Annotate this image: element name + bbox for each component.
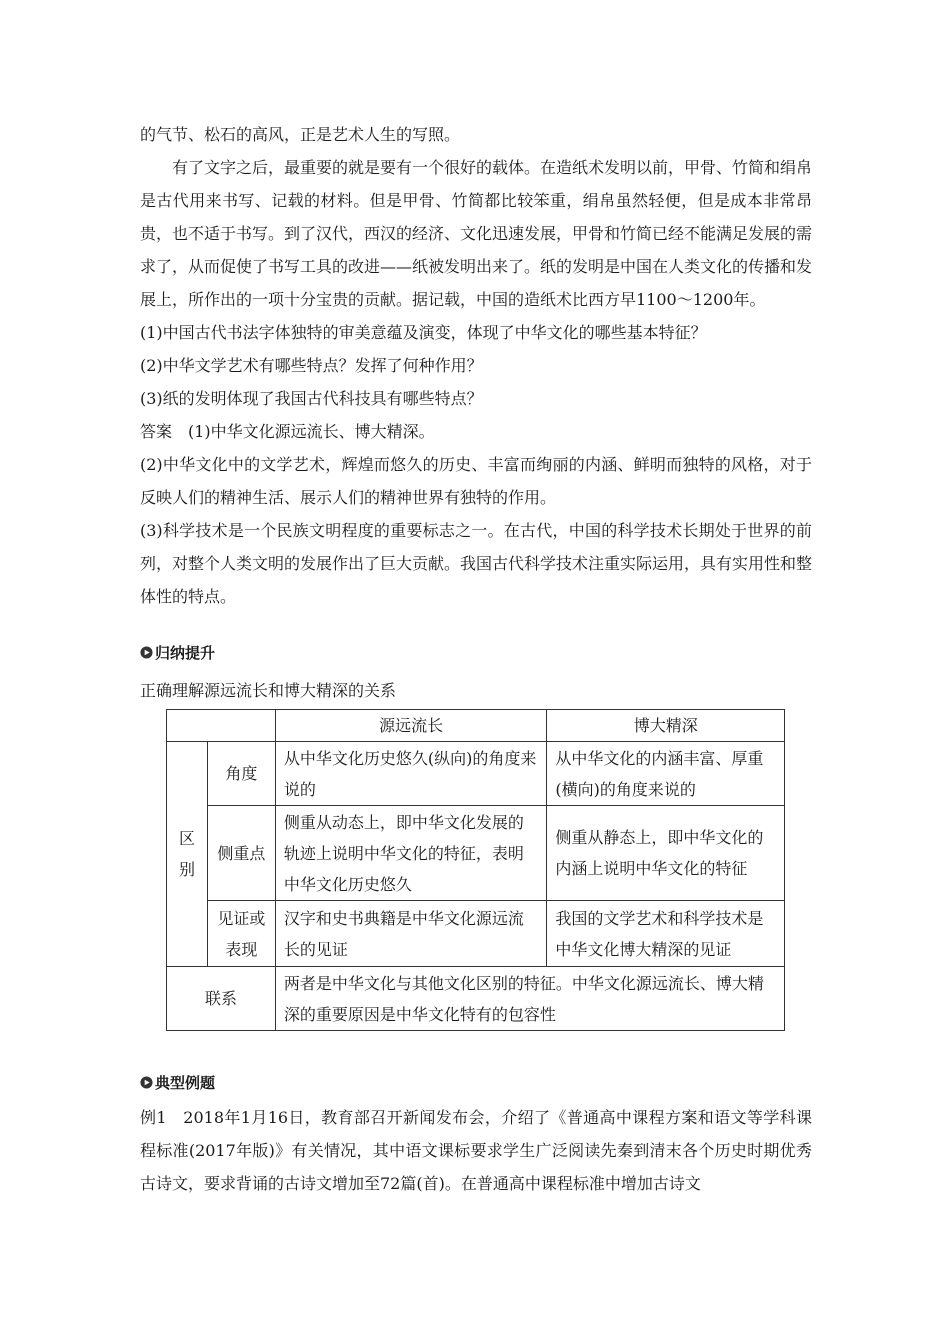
comparison-table (166, 709, 785, 1031)
answer-3: (3)科学技术是一个民族文明程度的重要标志之一。在古代，中国的科学技术长期处于世界的前列，对整个人类文明的发展作出了巨大贡献。我国古代科学技术注重实际运用，具有实用性和整体性的特点。 (140, 521, 813, 606)
table-row-label: 见证或表现 (207, 901, 275, 967)
answer-2: (2)中华文化中的文学艺术，辉煌而悠久的历史、丰富而绚丽的内涵、鲜明而独特的风格，对于反映人们的精神生活、展示人们的精神世界有独特的作用。 (140, 455, 812, 507)
table-row-label: 角度 (207, 742, 275, 806)
table-header-cell: 博大精深 (547, 710, 785, 742)
table-cell: 侧重从静态上，即中华文化的内涵上说明中华文化的特征 (547, 806, 785, 901)
question-3: (3)纸的发明体现了我国古代科技具有哪些特点？ (140, 389, 483, 408)
paragraph: 的气节、松石的高风，正是艺术人生的写照。 (140, 125, 461, 144)
example-paragraph: 例1 2018年1月16日，教育部召开新闻发布会，介绍了《普通高中课程方案和语文等学科课程标准(2017年版)》有关情况，其中语文课标要求学生广泛阅读先秦到清末各个历史时期优秀古诗文，要求背诵的古诗文增加至72篇(首)。在普通高中课程标准中增加古诗文 (140, 1108, 812, 1193)
play-circle-icon (140, 1076, 153, 1089)
table-row-label: 侧重点 (207, 806, 275, 901)
summary-heading-text: 归纳提升 (155, 644, 216, 662)
play-circle-icon (140, 646, 153, 659)
table-cell: 从中华文化的内涵丰富、厚重(横向)的角度来说的 (547, 742, 785, 806)
question-2: (2)中华文学艺术有哪些特点？发挥了何种作用？ (140, 356, 483, 375)
table-cell: 汉字和史书典籍是中华文化源远流长的见证 (275, 901, 547, 967)
question-1: (1)中国古代书法字体独特的审美意蕴及演变，体现了中华文化的哪些基本特征？ (140, 323, 707, 342)
table-cell: 我国的文学艺术和科学技术是中华文化博大精深的见证 (547, 901, 785, 967)
summary-heading (140, 642, 215, 663)
page-content (140, 118, 812, 613)
example-heading-text: 典型例题 (155, 1074, 216, 1092)
paragraph: 有了文字之后，最重要的就是要有一个很好的载体。在造纸术发明以前，甲骨、竹简和绢帛是古代用来书写、记载的材料。但是甲骨、竹简都比较笨重，绢帛虽然轻便，但是成本非常昂贵，也不适于书写。到了汉代，西汉的经济、文化迅速发展，甲骨和竹简已经不能满足发展的需求了，从而促使了书写工具的改进——纸被发明出来了。纸的发明是中国在人类文化的传播和发展上，所作出的一项十分宝贵的贡献。据记载，中国的造纸术比西方早1100～1200年。 (140, 158, 813, 309)
table-relation-cell: 两者是中华文化与其他文化区别的特征。中华文化源远流长、博大精深的重要原因是中华文化特有的包容性 (275, 967, 784, 1031)
table-relation-label: 联系 (167, 967, 276, 1031)
answer-1: 答案 (1)中华文化源远流长、博大精深。 (140, 422, 435, 441)
table-corner-cell (167, 710, 276, 742)
table-cell: 从中华文化历史悠久(纵向)的角度来说的 (275, 742, 547, 806)
table-header-cell: 源远流长 (275, 710, 547, 742)
example-heading (140, 1072, 215, 1093)
table-caption: 正确理解源远流长和博大精深的关系 (140, 681, 397, 700)
table-group-cell: 区别 (167, 742, 208, 967)
table-cell: 侧重从动态上，即中华文化发展的轨迹上说明中华文化的特征，表明中华文化历史悠久 (275, 806, 547, 901)
